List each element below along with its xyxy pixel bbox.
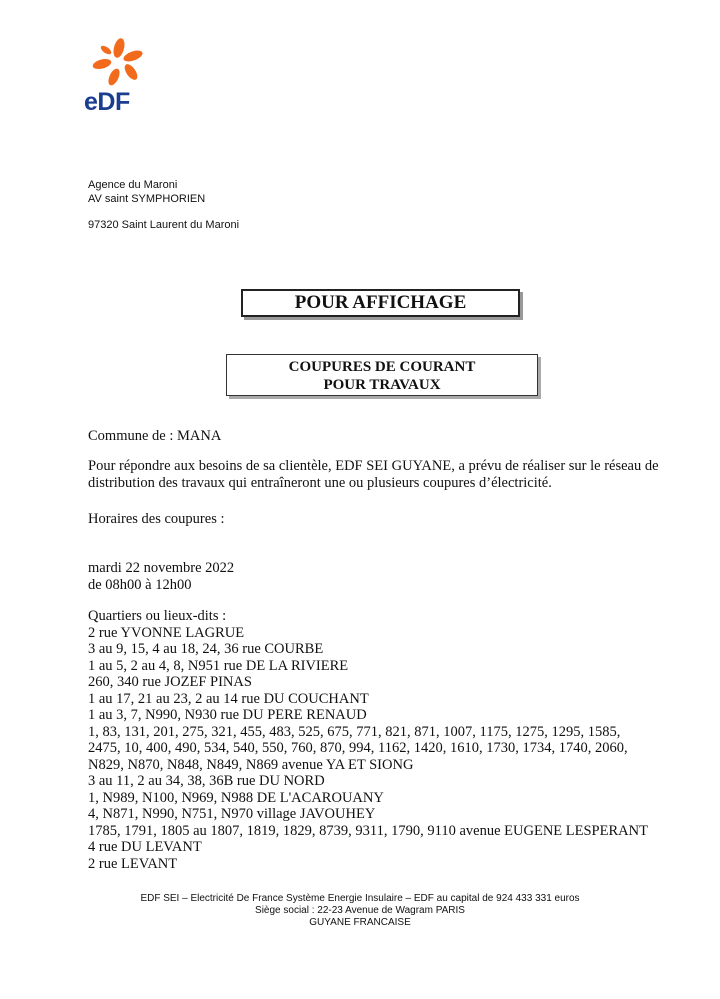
- page-footer: [0, 893, 720, 929]
- agency-address: [88, 178, 239, 232]
- list-item: 2475, 10, 400, 490, 534, 540, 550, 760, 870, 994, 1162, 1420, 1610, 1730, 1734, 1740, 2060,: [88, 740, 628, 756]
- list-item: 2 rue LEVANT: [88, 855, 178, 872]
- intro-paragraph: Pour répondre aux besoins de sa clientèle, EDF SEI GUYANE, a prévu de réaliser sur le réseau de distribution des travaux qui entraîneront une ou plusieurs coupures d’électricité.: [88, 458, 659, 491]
- list-item: 3 au 11, 2 au 34, 38, 36B rue DU NORD: [88, 773, 325, 789]
- subject-box: [226, 354, 538, 396]
- address-line-2: AV saint SYMPHORIEN: [88, 193, 206, 205]
- list-item: 2 rue YVONNE LAGRUE: [88, 624, 245, 641]
- address-line-3: 97320 Saint Laurent du Maroni: [88, 219, 240, 231]
- subject-line-2: POUR TRAVAUX: [323, 377, 441, 393]
- footer-line-3: GUYANE FRANCAISE: [309, 917, 411, 928]
- edf-logo-text: eDF: [84, 88, 130, 116]
- list-item: 260, 340 rue JOZEF PINAS: [88, 674, 252, 690]
- edf-logo: [84, 36, 150, 116]
- list-item: 1 au 17, 21 au 23, 2 au 14 rue DU COUCHANT: [88, 690, 369, 707]
- horaires-label: Horaires des coupures :: [88, 511, 225, 527]
- list-item: 1 au 3, 7, N990, N930 rue DU PERE RENAUD: [88, 707, 367, 723]
- address-line-1: Agence du Maroni: [88, 179, 178, 191]
- list-item: 1 au 5, 2 au 4, 8, N951 rue DE LA RIVIERE: [88, 657, 349, 674]
- edf-flower-icon: [84, 36, 150, 88]
- list-item: 1, 83, 131, 201, 275, 321, 455, 483, 525, 675, 771, 821, 871, 1007, 1175, 1275, 1295, 1585,: [88, 723, 621, 740]
- schedule-time: de 08h00 à 12h00: [88, 576, 192, 593]
- schedule-date: mardi 22 novembre 2022: [88, 560, 235, 576]
- schedule: [88, 560, 713, 593]
- list-item: 4 rue DU LEVANT: [88, 839, 202, 855]
- list-item: 1, N989, N100, N969, N988 DE L'ACAROUANY: [88, 789, 384, 806]
- subject-line-1: COUPURES DE COURANT: [288, 359, 476, 375]
- quartiers-list: [88, 608, 713, 872]
- quartiers-label: Quartiers ou lieux-dits :: [88, 608, 227, 624]
- footer-line-2: Siège social : 22-23 Avenue de Wagram PARIS: [255, 905, 465, 916]
- commune-line: Commune de : MANA: [88, 428, 222, 444]
- list-item: 1785, 1791, 1805 au 1807, 1819, 1829, 8739, 9311, 1790, 9110 avenue EUGENE LESPERANT: [88, 822, 648, 839]
- banner-title: POUR AFFICHAGE: [294, 292, 467, 313]
- list-item: 3 au 9, 15, 4 au 18, 24, 36 rue COURBE: [88, 641, 324, 657]
- list-item: 4, N871, N990, N751, N970 village JAVOUHEY: [88, 806, 376, 822]
- footer-line-1: EDF SEI – Electricité De France Système Energie Insulaire – EDF au capital de 924 433 331 euros: [140, 893, 580, 904]
- list-item: N829, N870, N848, N849, N869 avenue YA ET SIONG: [88, 756, 414, 773]
- pour-affichage-banner: [241, 289, 520, 317]
